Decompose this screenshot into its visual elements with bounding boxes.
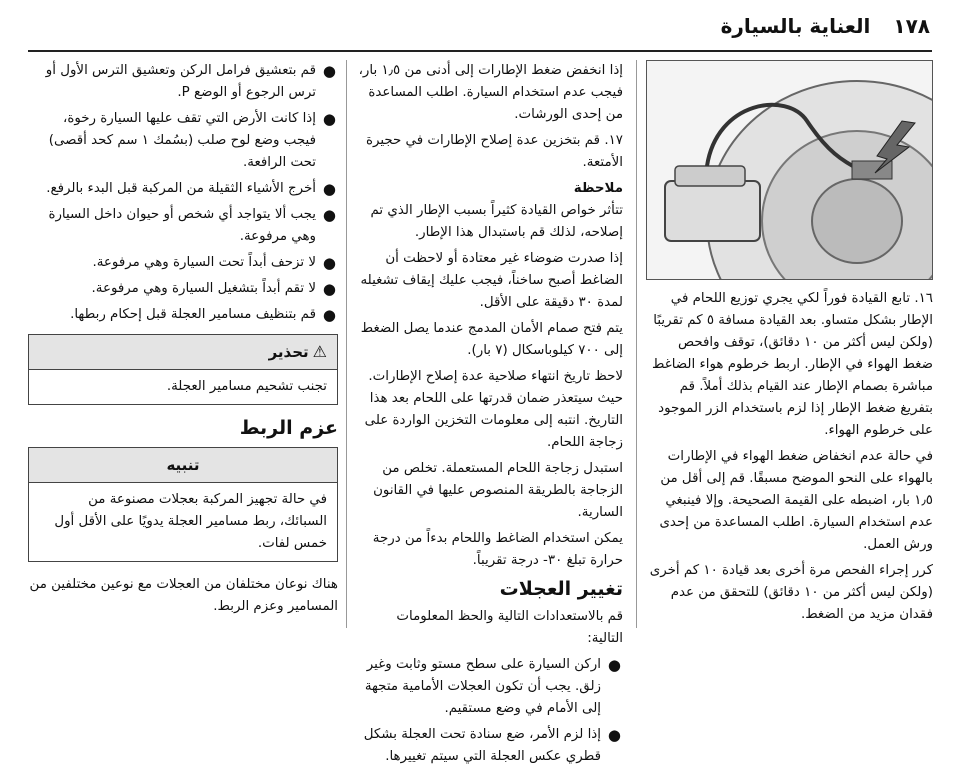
bullet-icon: ●	[322, 110, 336, 128]
list-item: ● قم بتنظيف مسامير العجلة قبل إحكام ربطها.	[70, 306, 336, 324]
caution-text: في حالة تجهيز المركبة بعجلات مصنوعة من السبائك، ربط مسامير العجلة يدويًا على الأقل أول خمس لفات.	[54, 492, 327, 551]
list-item: ● يجب ألا يتواجد أي شخص أو حيوان داخل السيارة وهي مرفوعة.	[48, 206, 336, 244]
list-item: ● قم بتعشيق فرامل الركن وتعشيق الترس الأول أو ترس الرجوع أو الوضع P.	[45, 62, 336, 100]
column-right	[648, 60, 933, 630]
list-item: ● إذا كانت الأرض التي تقف عليها السيارة رخوة، فيجب وضع لوح صلب (بسُمك ١ سم كحد أقصى) تحت الرافعة.	[48, 110, 336, 170]
bullet-icon: ●	[322, 206, 336, 224]
bullet-icon: ●	[607, 726, 621, 744]
note-text: تتأثر خواص القيادة كثيراً بسبب الإطار الذي تم إصلاحه، لذلك قم باستبدال هذا الإطار.	[370, 203, 623, 240]
warning-header	[29, 335, 337, 370]
compressor-hose-drawing	[647, 61, 932, 279]
bullet-icon: ●	[322, 180, 336, 198]
bottle-replace-text: استبدل زجاجة اللحام المستعملة. تخلص من الزجاجة بالطريقة المنصوص عليها في القانون السارية.	[373, 461, 623, 520]
precaution-list	[28, 60, 338, 326]
safety-valve-text: يتم فتح صمام الأمان المدمج عندما يصل الضغط إلى ٧٠٠ كيلوباسكال (٧ بار).	[360, 321, 623, 358]
warning-box	[28, 334, 338, 405]
section-heading-torque: عزم الربط	[239, 417, 338, 439]
caution-title: تنبيه	[29, 448, 337, 483]
warning-title: تحذير	[268, 343, 309, 361]
bullet-icon: ●	[322, 280, 336, 298]
bullet-icon: ●	[322, 62, 336, 80]
list-item: ● لا تقم أبداً بتشغيل السيارة وهي مرفوعة.	[91, 280, 336, 298]
warning-triangle-icon: ⚠	[312, 342, 327, 361]
compressor-noise-text: إذا صدرت ضوضاء غير معتادة أو لاحظت أن الضاغط أصبح ساخناً، فيجب عليك إيقاف تشغيله لمدة ٣٠ دقيقة على الأقل.	[360, 251, 623, 310]
page-title: العناية بالسيارة	[720, 14, 871, 38]
list-item: ● لا تزحف أبداً تحت السيارة وهي مرفوعة.	[92, 254, 336, 272]
step-16-text: ١٦. تابع القيادة فوراً لكي يجري توزيع اللحام في الإطار بشكل متساو. بعد القيادة مسافة ٥ كم تقريبًا (ولكن ليس أكثر من ١٠ دقائق)، توقف وافحص ضغط الهواء في الإطار. اربط خرطوم هواء الضاغط مباشرة بصمام الإطار عند القيام بذلك أملاً. قم بتفريغ ضغط الإطار إذا لزم باستخدام الزر الموجود على خرطوم الهواء.	[652, 291, 933, 438]
expiry-text: لاحظ تاريخ انتهاء صلاحية عدة إصلاح الإطارات. حيث سيتعذر ضمان قدرتها على اللحام بعد هذا التاريخ. انتبه إلى معلومات التخزين الواردة على زجاجة اللحام.	[364, 369, 623, 450]
warning-text: تجنب تشحيم مسامير العجلة.	[166, 379, 327, 394]
column-middle	[358, 60, 623, 772]
wheel-change-list	[358, 654, 623, 768]
list-item: ● إذا لزم الأمر، ضع سنادة تحت العجلة بشكل قطري عكس العجلة التي سيتم تغييرها.	[363, 726, 621, 764]
section-heading-wheel-change: تغيير العجلات	[499, 578, 623, 600]
bullet-icon: ●	[322, 306, 336, 324]
column-left	[28, 60, 338, 622]
page-header	[30, 14, 930, 44]
torque-text: هناك نوعان مختلفان من العجلات مع نوعين مختلفين من المسامير وعزم الربط.	[29, 577, 338, 614]
note-title: ملاحظة	[573, 181, 623, 196]
list-item: ● اركن السيارة على سطح مستو وثابت وغير زلق. يجب أن تكون العجلات الأمامية متجهة إلى الأمام في وضع مستقيم.	[364, 656, 621, 716]
low-pressure-text: إذا انخفض ضغط الإطارات إلى أدنى من ١٫٥ بار، فيجب عدم استخدام السيارة. اطلب المساعدة من إحدى الورشات.	[358, 63, 623, 122]
list-item: ● أخرج الأشياء الثقيلة من المركبة قبل البدء بالرفع.	[46, 180, 336, 198]
page-number: ١٧٨	[893, 14, 930, 38]
bullet-icon: ●	[322, 254, 336, 272]
bullet-icon: ●	[607, 656, 621, 674]
step-17-text: ١٧. قم بتخزين عدة إصلاح الإطارات في حجيرة الأمتعة.	[365, 133, 623, 170]
tire-repair-illustration	[646, 60, 933, 280]
column-divider-1	[636, 60, 637, 628]
header-rule	[28, 50, 932, 52]
caution-box	[28, 447, 338, 562]
wheel-change-intro: قم بالاستعدادات التالية والحظ المعلومات التالية:	[396, 609, 623, 646]
column-divider-2	[346, 60, 347, 628]
temperature-text: يمكن استخدام الضاغط واللحام بدءاً من درجة حرارة تبلغ ٣٠- درجة تقريباً.	[372, 531, 623, 568]
pressure-text: في حالة عدم انخفاض ضغط الهواء في الإطارات بالهواء على النحو الموضح مسبقًا. قم إلى أقل من ١٫٥ بار، اضبطه على القيمة الصحيحة. وإلا فينبغي عدم استخدام السيارة. اطلب المساعدة من إحدى ورش العمل.	[659, 449, 933, 552]
recheck-text: كرر إجراء الفحص مرة أخرى بعد قيادة ١٠ كم أخرى (ولكن ليس أكثر من ١٠ دقائق) للتحقق من عدم فقدان مزيد من الضغط.	[649, 563, 933, 622]
